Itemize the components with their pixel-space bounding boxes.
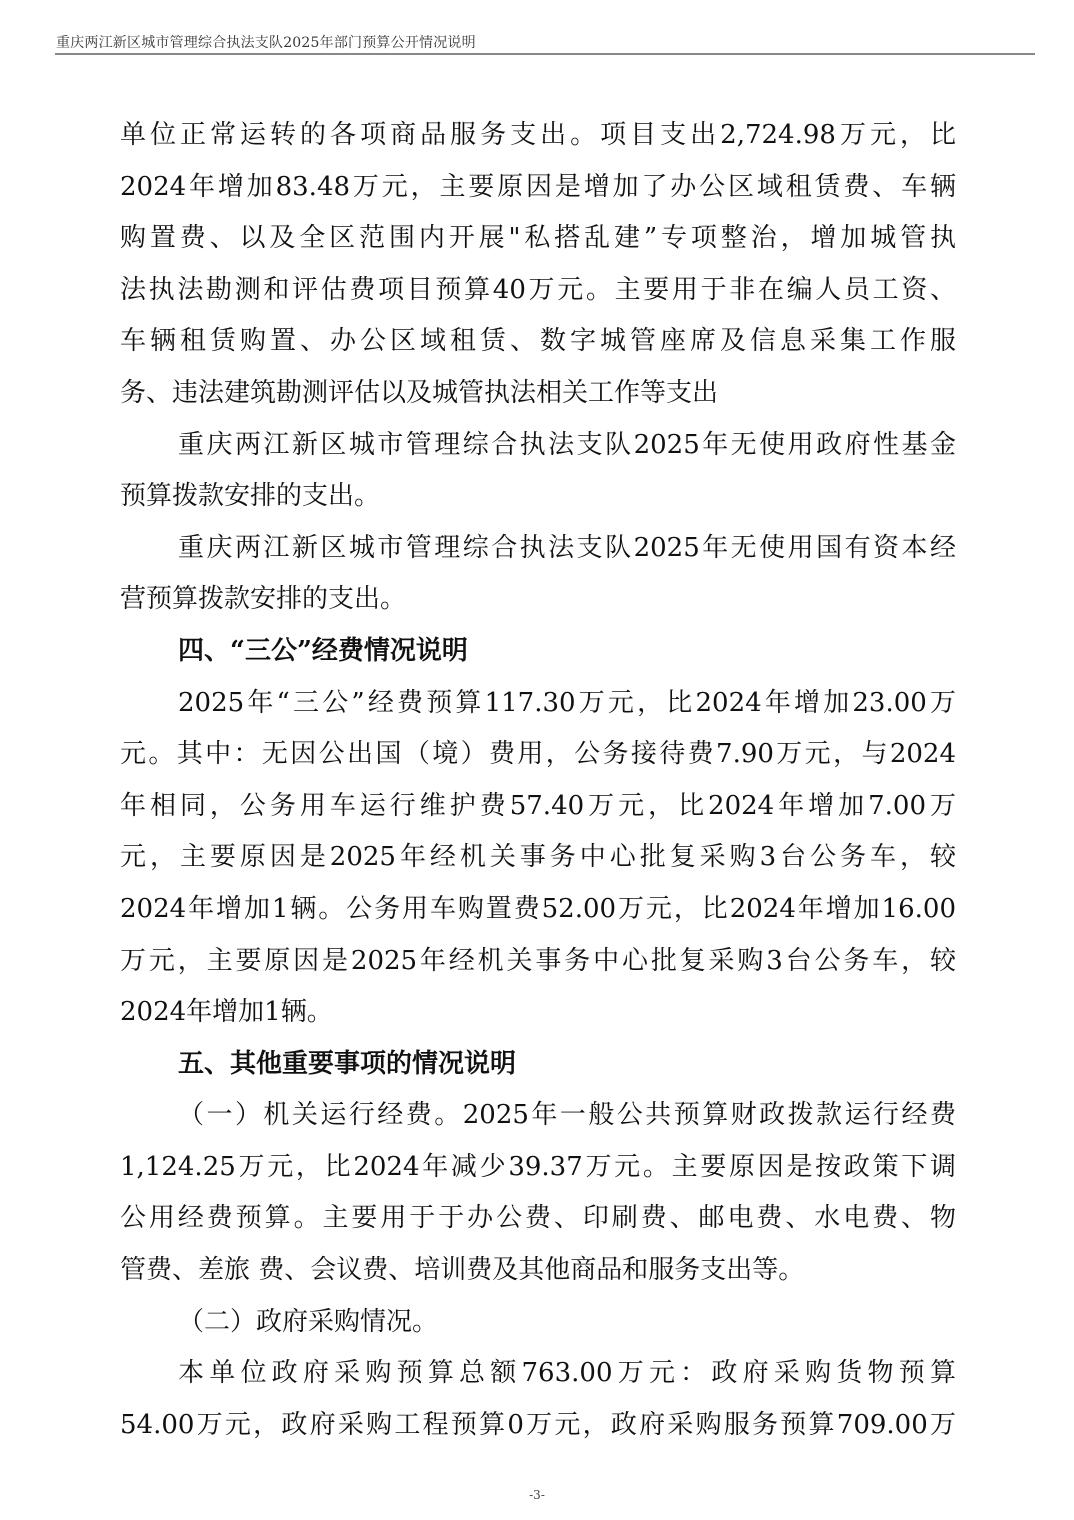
section-heading: 五、其他重要事项的情况说明	[178, 1048, 517, 1079]
section-heading: 四、“三公”经费情况说明	[178, 635, 468, 666]
text-line: 1,124.25万元，比2024年减少39.37万元。主要原因是按政策下调	[120, 1151, 956, 1182]
text-line: 管费、差旅 费、会议费、培训费及其他商品和服务支出等。	[120, 1255, 805, 1286]
text-line: 2025年“三公”经费预算117.30万元，比2024年增加23.00万	[178, 687, 956, 718]
header-rule	[55, 53, 1035, 55]
text-line: 本单位政府采购预算总额763.00万元：政府采购货物预算	[178, 1358, 956, 1389]
text-line: 重庆两江新区城市管理综合执法支队2025年无使用国有资本经	[178, 532, 956, 563]
text-line: 务、违法建筑勘测评估以及城管执法相关工作等支出	[120, 377, 719, 408]
text-line: 公用经费预算。主要用于于办公费、印刷费、邮电费、水电费、物	[120, 1203, 956, 1234]
text-line: 2024年增加1辆。	[120, 997, 333, 1028]
text-line: 万元，主要原因是2025年经机关事务中心批复采购3台公务车，较	[120, 945, 956, 976]
text-line: 2024年增加83.48万元，主要原因是增加了办公区域租赁费、车辆	[120, 171, 956, 202]
text-line: 2024年增加1辆。公务用车购置费52.00万元，比2024年增加16.00	[120, 893, 956, 924]
document-header: 重庆两江新区城市管理综合执法支队2025年部门预算公开情况说明	[56, 35, 476, 51]
text-line: 重庆两江新区城市管理综合执法支队2025年无使用政府性基金	[178, 429, 956, 460]
text-line: 元，主要原因是2025年经机关事务中心批复采购3台公务车，较	[120, 842, 956, 873]
text-line: 单位正常运转的各项商品服务支出。项目支出2,724.98万元，比	[120, 120, 956, 150]
text-line: 购置费、以及全区范围内开展"私搭乱建”专项整治，增加城管执	[120, 223, 956, 254]
text-line: 预算拨款安排的支出。	[120, 481, 381, 512]
text-line: 营预算拨款安排的支出。	[120, 584, 407, 615]
text-line: （一）机关运行经费。2025年一般公共预算财政拨款运行经费	[178, 1100, 956, 1131]
text-line: 车辆租赁购置、办公区域租赁、数字城管座席及信息采集工作服	[120, 326, 956, 357]
text-line: 年相同，公务用车运行维护费57.40万元，比2024年增加7.00万	[120, 790, 956, 821]
text-line: 元。其中：无因公出国（境）费用，公务接待费7.90万元，与2024	[120, 739, 956, 770]
text-line: 54.00万元，政府采购工程预算0万元，政府采购服务预算709.00万	[120, 1409, 956, 1440]
text-line: （二）政府采购情况。	[178, 1306, 439, 1337]
document-body	[120, 110, 956, 1451]
page-number: -3-	[529, 1488, 545, 1502]
text-line: 法执法勘测和评估费项目预算40万元。主要用于非在编人员工资、	[120, 274, 956, 305]
